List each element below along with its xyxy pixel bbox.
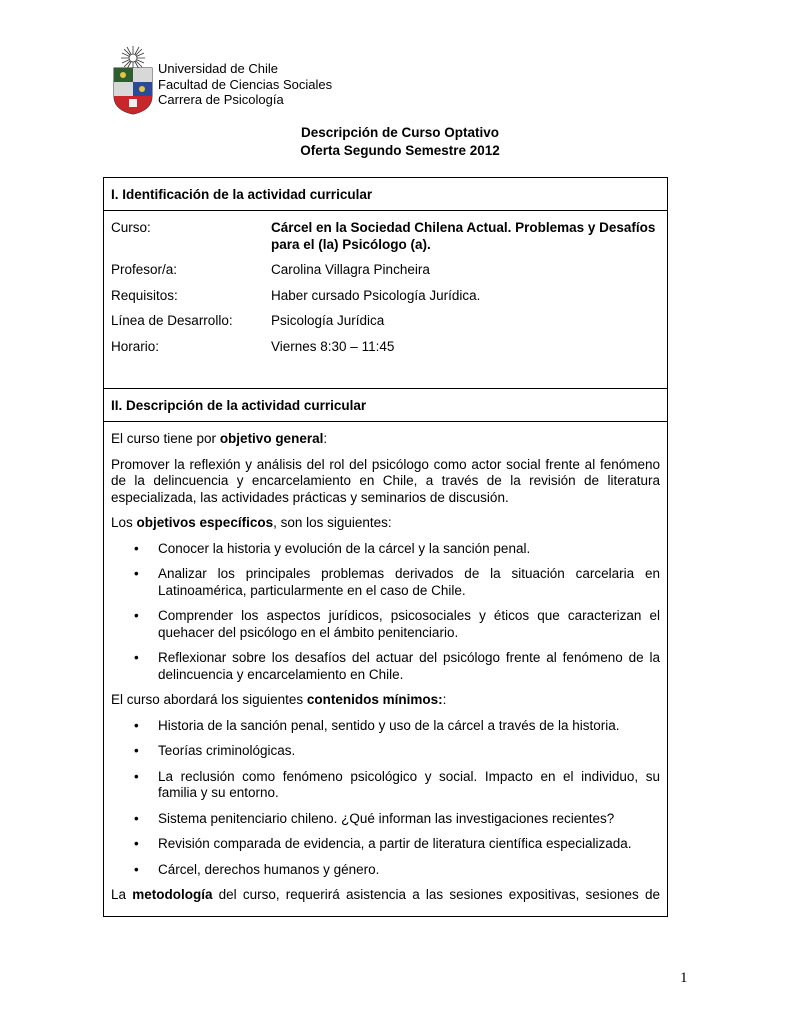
document-title [0,124,800,160]
title-line-2: Oferta Segundo Semestre 2012 [300,143,500,158]
course-label: Curso: [111,220,151,235]
description-section [104,422,667,904]
requirements-label: Requisitos: [111,287,178,303]
specific-objectives-intro: Los objetivos específicos, son los siguientes: [111,515,392,530]
list-item: • Revisión comparada de evidencia, a partir de literatura científica especializada. [111,836,660,853]
general-objective-text: Promover la reflexión y análisis del rol del psicólogo como actor social frente al fenómeno de la delincuencia y encarcelamiento en Chile, a través de la revisión de literatura especializada, las actividades prácticas y seminarios de discusión. [111,456,660,505]
development-line-label: Línea de Desarrollo: [111,313,233,328]
list-item: • La reclusión como fenómeno psicológico y social. Impacto en el individuo, su familia y su entorno. [111,769,660,802]
requirements-value: Haber cursado Psicología Jurídica. [271,287,481,303]
list-item: • Sistema penitenciario chileno. ¿Qué informan las investigaciones recientes? [111,811,660,828]
list-item: • Historia de la sanción penal, sentido y uso de la cárcel a través de la historia. [111,718,660,735]
professor-value: Carolina Villagra Pincheira [271,262,430,277]
list-item: • Cárcel, derechos humanos y género. [111,862,660,879]
professor-row [111,262,660,279]
document-header [110,44,410,116]
course-description-table [103,177,668,917]
title-line-1: Descripción de Curso Optativo [300,125,500,140]
general-objective-intro: El curso tiene por objetivo general: [111,431,328,446]
identification-section [104,211,667,389]
requirements-row [111,288,660,305]
faculty-name: Facultad de Ciencias Sociales [158,76,333,92]
development-line-value: Psicología Jurídica [271,313,385,328]
list-item: • Analizar los principales problemas derivados de la situación carcelaria en Latinoamérica, particularmente en el caso de Chile. [111,566,660,599]
university-crest-logo [110,44,156,116]
schedule-value: Viernes 8:30 – 11:45 [271,338,395,354]
list-item: • Teorías criminológicas. [111,743,660,760]
page-number: 1 [680,970,688,986]
program-name: Carrera de Psicología [158,92,284,107]
methodology-text: La metodología del curso, requerirá asistencia a las sesiones expositivas, sesiones de [111,887,660,902]
university-name: Universidad de Chile [158,61,278,76]
professor-label: Profesor/a: [111,262,178,277]
schedule-label: Horario: [111,338,160,354]
minimum-contents-list [111,718,660,879]
contents-intro: El curso abordará los siguientes contenidos mínimos:: [111,692,447,707]
section-1-heading: I. Identificación de la actividad curricular [104,178,667,211]
schedule-row [111,339,660,356]
development-line-row [111,313,660,330]
list-item: • Reflexionar sobre los desafíos del actuar del psicólogo frente al fenómeno de la delincuencia y encarcelamiento en Chile. [111,650,660,683]
list-item: • Conocer la historia y evolución de la cárcel y la sanción penal. [111,541,660,558]
course-value: Cárcel en la Sociedad Chilena Actual. Problemas y Desafíos para el (la) Psicólogo (a). [271,220,656,252]
specific-objectives-list [111,541,660,684]
list-item: • Comprender los aspectos jurídicos, psicosociales y éticos que caracterizan el quehacer del psicólogo en el ámbito penitenciario. [111,608,660,641]
course-row [111,220,660,253]
section-2-heading: II. Descripción de la actividad curricular [104,389,667,422]
